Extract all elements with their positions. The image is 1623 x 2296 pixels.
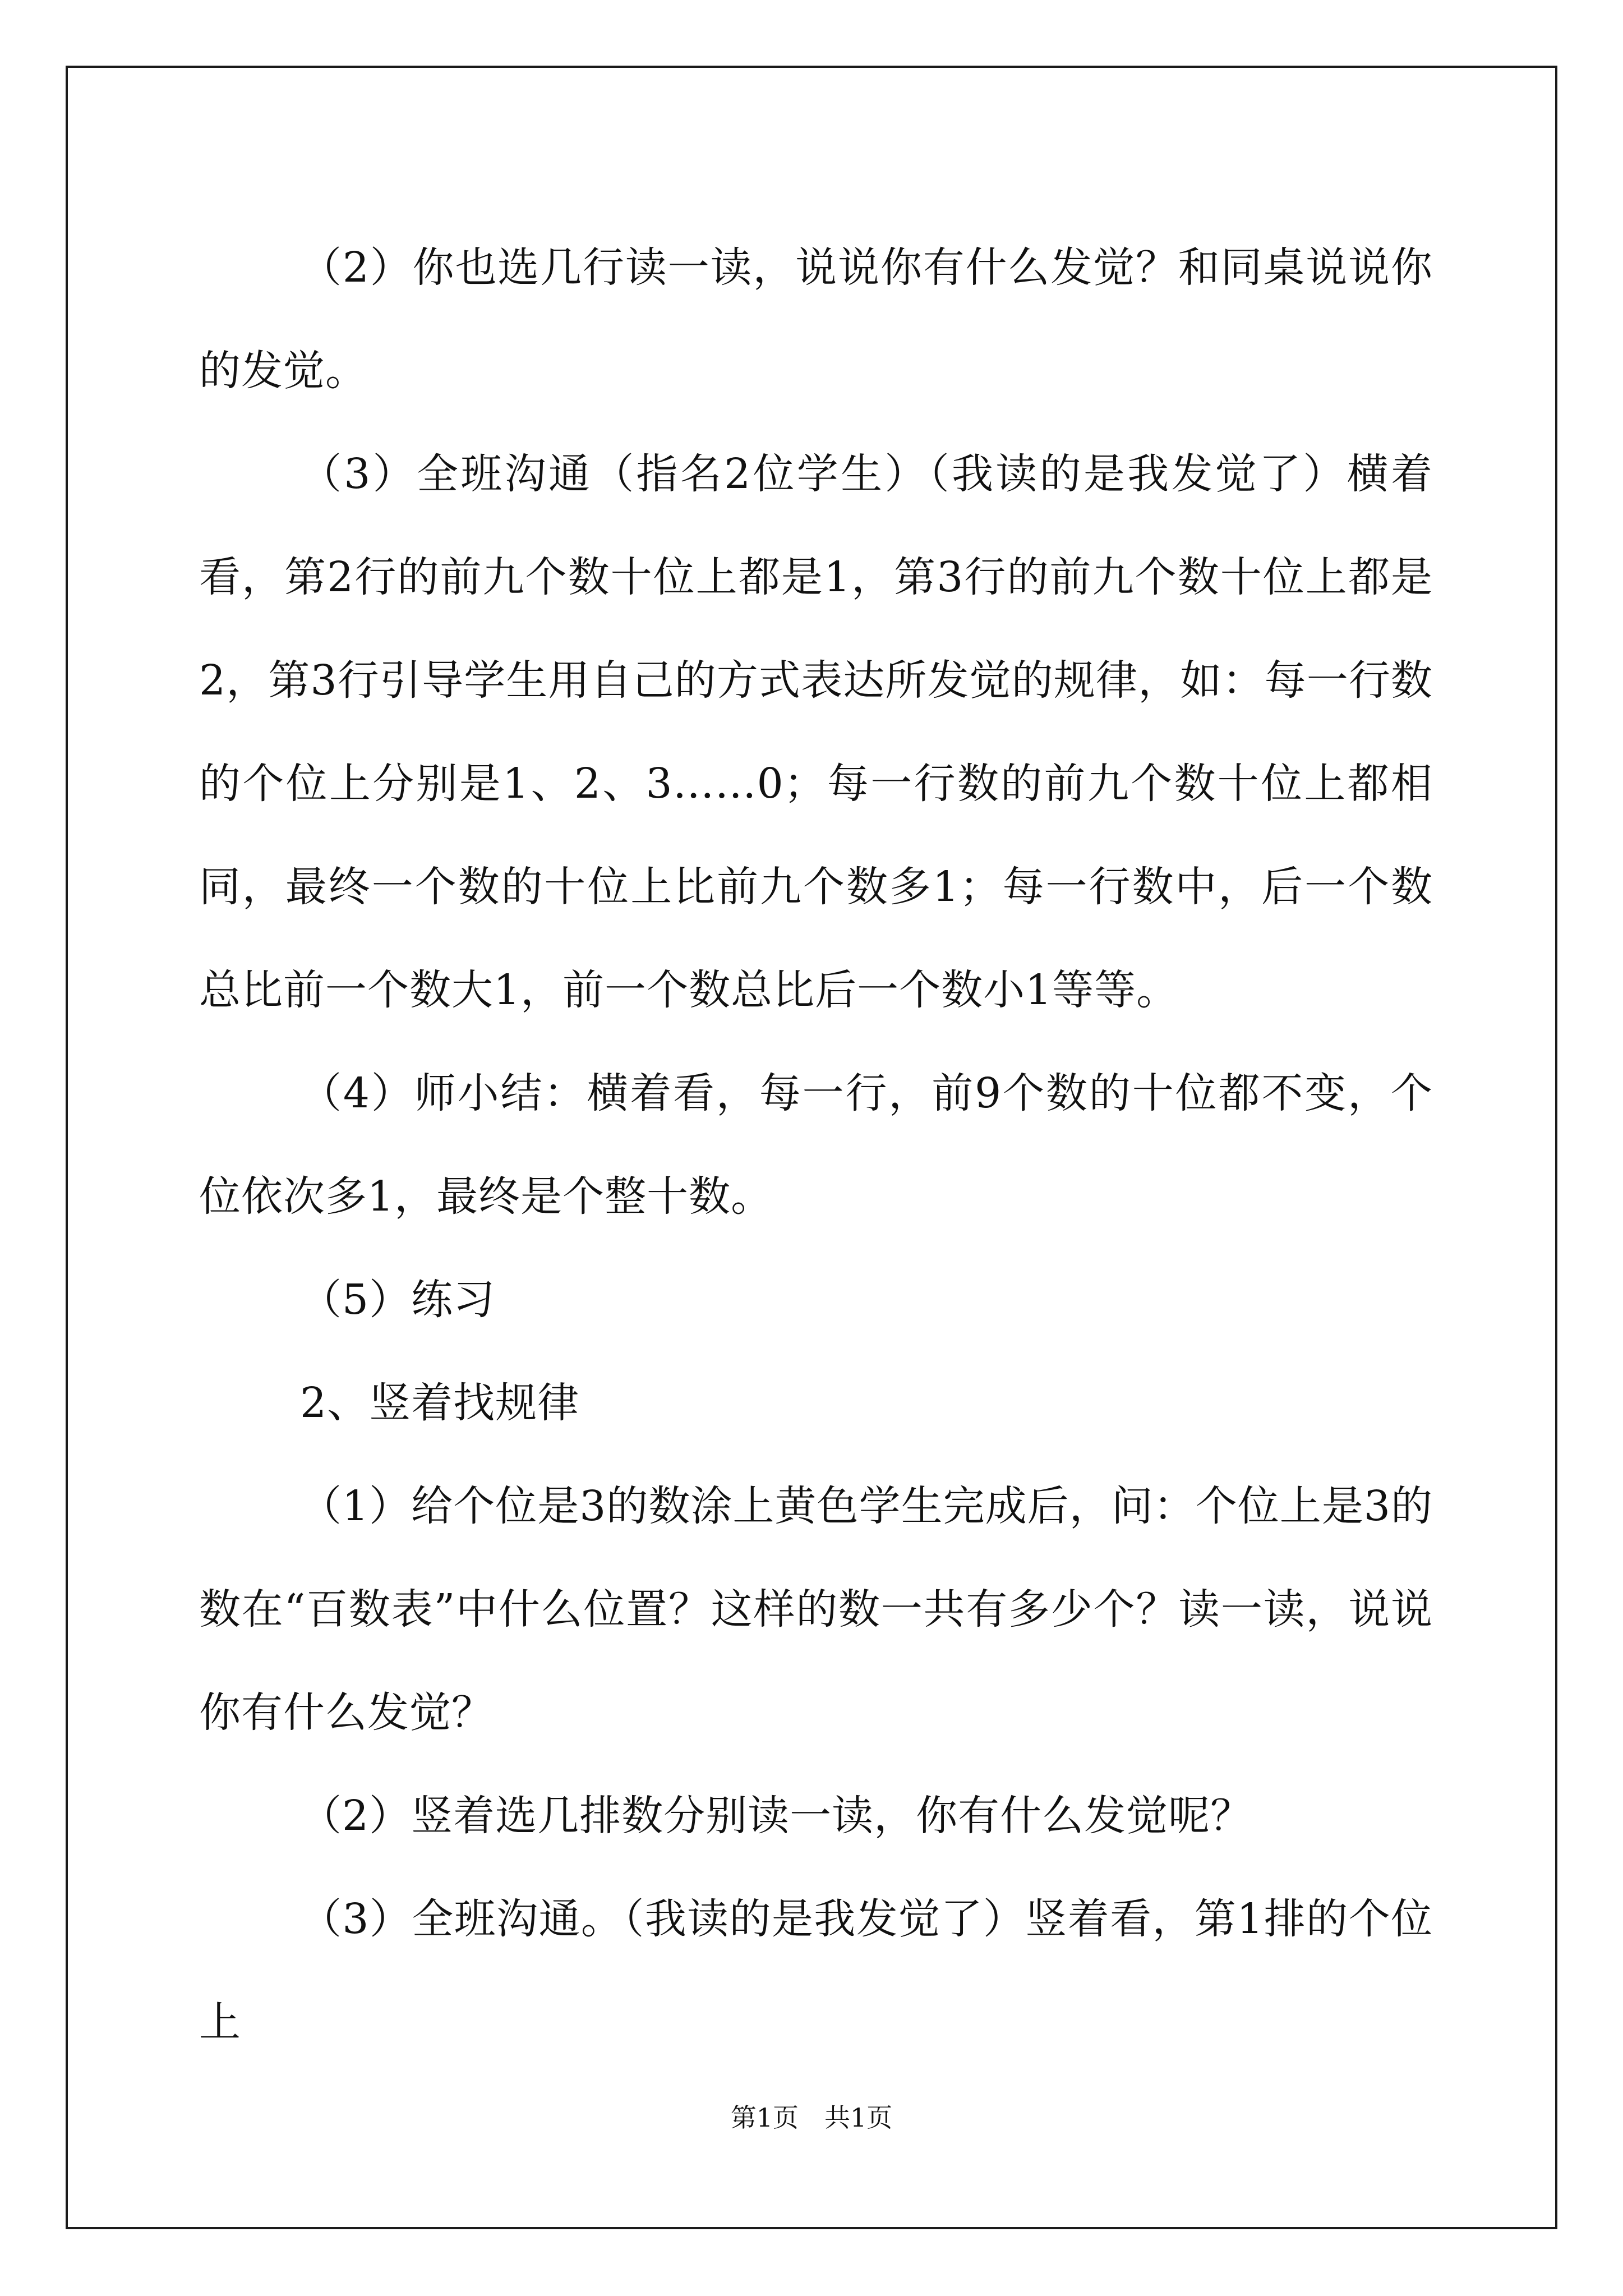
paragraph-vertical-discussion: （3）全班沟通。（我读的是我发觉了）竖着看，第1排的个位上 [199,1895,1433,2046]
paragraph-vertical-reading: （2）竖着选几排数分别读一读，你有什么发觉呢？ [300,1792,1253,1840]
page-footer: 第1页 共1页 [730,2102,893,2133]
paragraph-observation-2: （2）你也选几行读一读，说说你有什么发觉？和同桌说说你的发觉。 [199,243,1433,395]
paragraph-color-task: （1）给个位是3的数涂上黄色学生完成后，问：个位上是3的数在“百数表”中什么位置？这样的数一共有多少个？读一读，说说你有什么发觉？ [199,1482,1433,1737]
document-body [199,216,1433,2074]
paragraph-teacher-summary: （4）师小结：横着看，每一行，前9个数的十位都不变，个位依次多1，最终是个整十数。 [199,1069,1433,1221]
paragraph-class-discussion: （3）全班沟通（指名2位学生）（我读的是我发觉了）横着看，第2行的前九个数十位上都是1，第3行的前九个数十位上都是2，第3行引导学生用自己的方式表达所发觉的规律，如：每一行数的个位上分别是1、2、3……0；每一行数的前九个数十位上都相同，最终一个数的十位上比前九个数多1；每一行数中，后一个数总比前一个数大1，前一个数总比后一个数小1等等。 [199,450,1433,1014]
section-heading-vertical-pattern: 2、竖着找规律 [300,1379,580,1427]
paragraph-practice: （5）练习 [300,1276,496,1324]
